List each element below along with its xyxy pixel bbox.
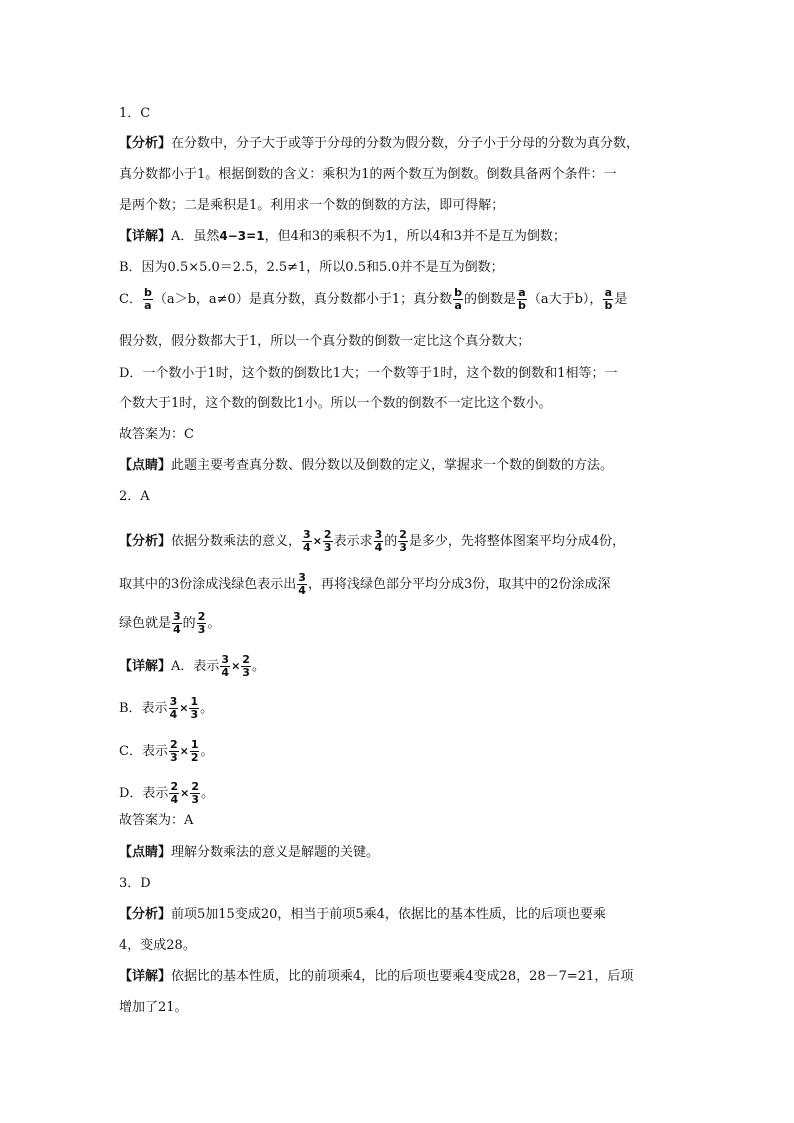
fraction-1-3: $\frac{1}{3}$	[190, 695, 199, 721]
detail-tag: 【详解】	[119, 659, 172, 674]
fraction-a-over-b: $\frac{a}{b}$	[604, 286, 613, 312]
q2-detail-a: 【详解】A．表示 $\frac{3}{4}$ × $\frac{2}{3}$ 。	[119, 653, 265, 679]
q2-analysis-line-3: 绿色就是 $\frac{3}{4}$ 的 $\frac{2}{3}$ 。	[119, 610, 221, 636]
fraction-2-3: $\frac{2}{3}$	[197, 610, 206, 636]
fraction-a-over-b: $\frac{a}{b}$	[517, 286, 526, 312]
q1-detail-c-2: 假分数，假分数都大于1，所以一个真分数的倒数一定比这个真分数大；	[119, 334, 531, 349]
tip-tag: 【点睛】	[119, 458, 172, 473]
fraction-2-4: $\frac{2}{4}$	[170, 780, 179, 806]
q3-analysis-line-1: 【分析】前项5加15变成20，相当于前项5乘4，依据比的基本性质，比的后项也要乘	[119, 907, 606, 922]
fraction-3-4: $\frac{3}{4}$	[221, 653, 230, 679]
q2-heading: 2．A	[119, 489, 150, 504]
tip-tag: 【点睛】	[119, 845, 172, 860]
fraction-2-3: $\frac{2}{3}$	[191, 780, 199, 806]
fraction-b-over-a: $\frac{b}{a}$	[454, 286, 462, 312]
q2-answer: 故答案为：A	[119, 813, 194, 828]
q1-answer: 故答案为：C	[119, 427, 194, 442]
q2-detail-c: C．表示 $\frac{2}{3}$ × $\frac{1}{2}$ 。	[119, 738, 214, 764]
q3-detail-line-2: 增加了21。	[119, 1000, 188, 1015]
q1-analysis-line-3: 是两个数；二是乘积是1。利用求一个数的倒数的方法，即可得解；	[119, 198, 505, 213]
fraction-3-4: $\frac{3}{4}$	[303, 528, 311, 554]
q2-analysis-line-1: 【分析】依据分数乘法的意义， $\frac{3}{4}$ × $\frac{2}{3}$ 表示求 $\frac{3}{4}$ 的 $\frac{2}{3}$ 是多少，先将整体图案平均分成4份，	[119, 528, 626, 554]
analysis-tag: 【分析】	[119, 907, 172, 922]
q1-analysis-line-2: 真分数都小于1。根据倒数的含义：乘积为1的两个数互为倒数。倒数具备两个条件：一	[119, 167, 617, 182]
fraction-2-3: $\frac{2}{3}$	[242, 653, 250, 679]
q2-detail-d: D．表示 $\frac{2}{4}$ × $\frac{2}{3}$ 。	[119, 780, 214, 806]
q1-detail-d-2: 个数大于1时，这个数的倒数比1小。所以一个数的倒数不一定比这个数小。	[119, 396, 552, 411]
q2-tip: 【点睛】理解分数乘法的意义是解题的关键。	[119, 845, 380, 860]
detail-tag: 【详解】	[119, 969, 172, 984]
q1-tip: 【点睛】此题主要考查真分数、假分数以及倒数的定义，掌握求一个数的倒数的方法。	[119, 458, 614, 473]
q3-analysis-line-2: 4，变成28。	[119, 938, 196, 953]
fraction-2-3: $\frac{2}{3}$	[169, 738, 178, 764]
expression: 4−3=1	[219, 229, 265, 243]
fraction-3-4: $\frac{3}{4}$	[173, 610, 181, 636]
analysis-tag: 【分析】	[119, 136, 172, 151]
q1-heading: 1．C	[119, 106, 151, 121]
q1-detail-c: C． $\frac{b}{a}$ （a＞b，a≠0）是真分数，真分数都小于1；真分数 $\frac{b}{a}$ 的倒数是 $\frac{a}{b}$ （a大于b）， $\frac{a}{b}$ 是	[119, 286, 628, 312]
q2-analysis-line-2: 取其中的3份涂成浅绿色表示出 $\frac{3}{4}$ ，再将浅绿色部分平均分成3份，取其中的2份涂成深	[119, 571, 611, 597]
analysis-tag: 【分析】	[119, 534, 172, 549]
fraction-b-over-a: $\frac{b}{a}$	[143, 286, 152, 312]
fraction-2-3: $\frac{2}{3}$	[323, 528, 332, 554]
q1-detail-a: 【详解】A．虽然4−3=1，但4和3的乘积不为1，所以4和3并不是互为倒数；	[119, 229, 566, 244]
fraction-3-4: $\frac{3}{4}$	[298, 571, 306, 597]
fraction-1-2: $\frac{1}{2}$	[190, 738, 199, 764]
fraction-3-4: $\frac{3}{4}$	[169, 695, 178, 721]
fraction-2-3: $\frac{2}{3}$	[399, 528, 407, 554]
q3-heading: 3．D	[119, 876, 151, 891]
q2-detail-b: B．表示 $\frac{3}{4}$ × $\frac{1}{3}$ 。	[119, 695, 214, 721]
q1-analysis-line-1: 【分析】在分数中，分子大于或等于分母的分数为假分数，分子小于分母的分数为真分数，	[119, 136, 640, 151]
fraction-3-4: $\frac{3}{4}$	[374, 528, 383, 554]
q1-detail-d-1: D．一个数小于1时，这个数的倒数比1大；一个数等于1时，这个数的倒数和1相等；一	[119, 366, 618, 381]
q1-detail-b: B．因为0.5×5.0＝2.5，2.5≠1，所以0.5和5.0并不是互为倒数；	[119, 260, 504, 275]
q3-detail-line-1: 【详解】依据比的基本性质，比的前项乘4，比的后项也要乘4变成28，28－7=21，后项	[119, 969, 634, 984]
detail-tag: 【详解】	[119, 229, 172, 244]
